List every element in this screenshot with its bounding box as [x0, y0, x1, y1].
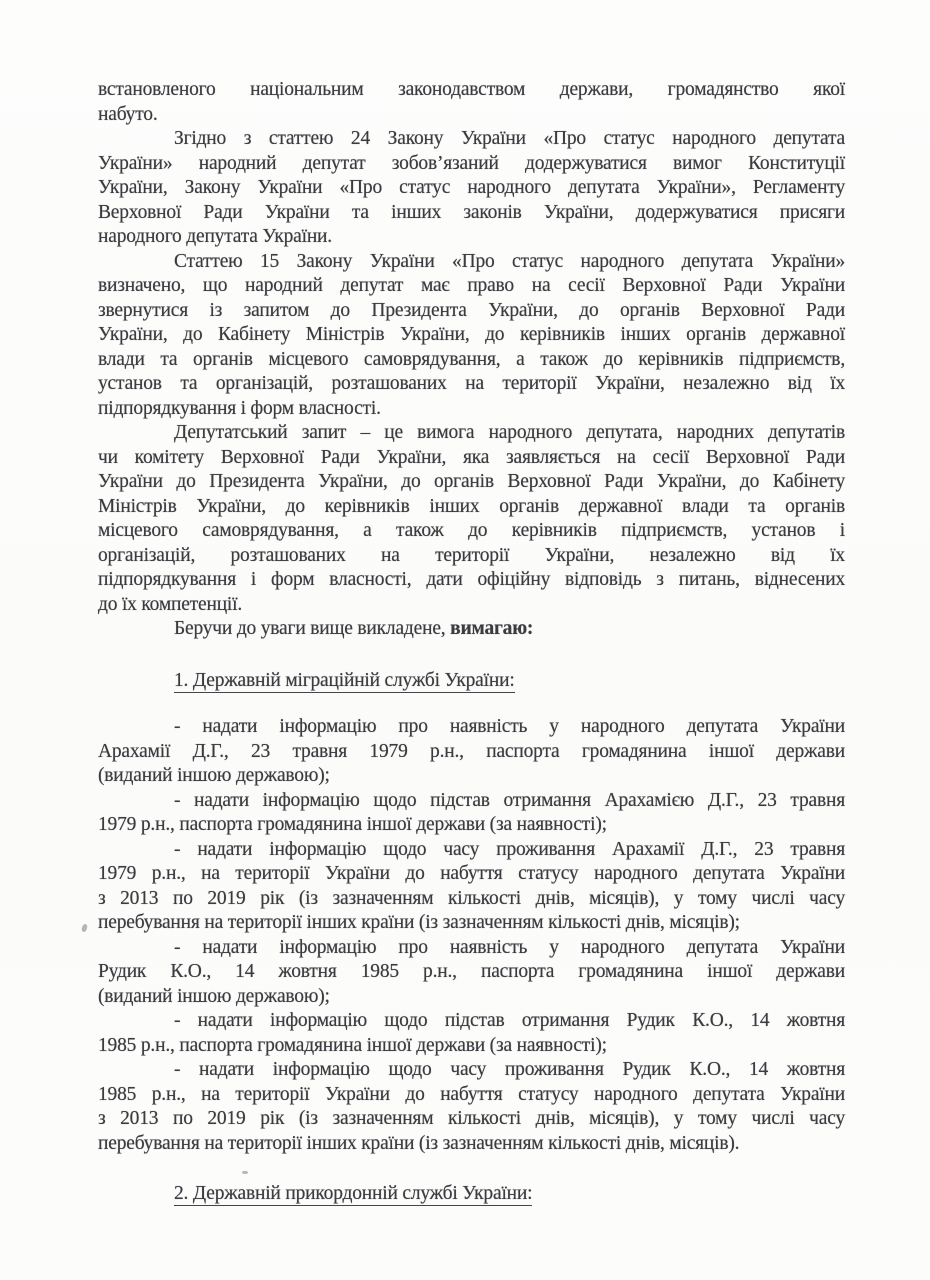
text-line: [98, 250, 845, 275]
text-line: [98, 911, 845, 936]
text-line: [98, 1034, 845, 1059]
text-run: Рудик К.О., 14 жовтня 1985 р.н., паспорта громадянина іншої держави: [98, 961, 845, 982]
text-line: [98, 299, 845, 324]
speck-left-margin: [81, 923, 88, 932]
text-line: [98, 201, 845, 226]
text-line: [98, 446, 845, 471]
text-run: Статтею 15 Закону України «Про статус народного депутата України»: [174, 250, 845, 272]
text-line: [98, 274, 845, 299]
para-law-article-15: [98, 250, 845, 422]
heading-border-service: [98, 1182, 845, 1207]
text-line: [98, 421, 845, 446]
text-line: [98, 1132, 845, 1157]
text-run: визначено, що народний депутат має право на сесії Верховної Ради України: [98, 275, 845, 296]
bullet-arakhamia-passport: [98, 715, 845, 789]
text-line: [98, 593, 845, 618]
text-run: - надати інформацію щодо підстав отримання Арахамією Д.Г., 23 травня: [174, 789, 845, 811]
para-deputy-request-definition: [98, 421, 845, 617]
text-line: [98, 1058, 845, 1083]
text-line: [98, 1009, 845, 1034]
text-line: [98, 372, 845, 397]
text-line: [98, 1083, 845, 1108]
text-run: підпорядкування і форм власності, дати офіційну відповідь з питань, віднесених: [98, 569, 845, 590]
text-run: Згідно з статтею 24 Закону України «Про статус народного депутата: [174, 128, 845, 149]
text-line: [98, 103, 845, 128]
para-law-article-24: [98, 127, 845, 250]
text-run: місцевого самоврядування, а також до керівників підприємств, установ і: [98, 520, 845, 541]
text-run: організацій, розташованих на території України, незалежно від їх: [98, 544, 845, 566]
text-run: України, до Кабінету Міністрів України, до керівників інших органів державної: [98, 324, 845, 345]
text-line: [98, 78, 845, 103]
text-run: Беручи до уваги вище викладене,: [174, 618, 451, 639]
text-line: [98, 152, 845, 177]
text-run: України до Президента України, до органів Верховної Ради України, до Кабінету: [98, 471, 845, 492]
text-line: [98, 1107, 845, 1132]
text-run: влади та органів місцевого самоврядування, а також до керівників підприємств,: [98, 348, 845, 370]
text-run: перебування на території інших країни (із зазначенням кількості днів, місяців);: [98, 912, 740, 933]
text-run: з 2013 по 2019 рік (із зазначенням кількості днів, місяців), у тому числі часу: [98, 1108, 845, 1129]
text-line: [98, 960, 845, 985]
text-run: установ та організацій, розташованих на території України, незалежно від їх: [98, 373, 845, 394]
text-run: 1979 р.н., на території України до набуття статусу народного депутата України: [98, 863, 845, 884]
text-run: Верховної Ради України та інших законів України, додержуватися присяги: [98, 201, 845, 223]
text-line: [98, 936, 845, 961]
text-line: [98, 985, 845, 1010]
text-run: 1985 р.н., паспорта громадянина іншої держави (за наявності);: [98, 1034, 607, 1056]
text-run: підпорядкування і форм власності.: [98, 397, 381, 419]
text-run: (виданий іншою державою);: [98, 985, 330, 1007]
text-run: 1979 р.н., паспорта громадянина іншої держави (за наявності);: [98, 814, 607, 835]
text-run: звернутися із запитом до Президента України, до органів Верховної Ради: [98, 299, 845, 321]
heading-migration-service-text: 1. Державній міграційній службі України:: [174, 669, 515, 691]
text-line: [98, 176, 845, 201]
text-line: [98, 764, 845, 789]
text-line: [98, 813, 845, 838]
text-line: [98, 617, 845, 642]
heading-migration-service: [98, 669, 845, 694]
text-run: з 2013 по 2019 рік (із зазначенням кількості днів, місяців), у тому числі часу: [98, 887, 845, 909]
text-block: [98, 78, 845, 1207]
text-run: - надати інформацію про наявність у народного депутата України: [174, 716, 845, 737]
text-run: (виданий іншою державою);: [98, 765, 330, 786]
para-demand-statement: [98, 617, 845, 642]
text-run: України» народний депутат зобов’язаний додержуватися вимог Конституції: [98, 152, 845, 174]
text-run: перебування на території інших країни (із зазначенням кількості днів, місяців).: [98, 1132, 740, 1154]
text-line: [98, 127, 845, 152]
text-line: [98, 519, 845, 544]
speck-above-heading-2: [242, 1171, 248, 1174]
text-run: набуто.: [98, 103, 158, 125]
text-line: [98, 225, 845, 250]
bullet-arakhamia-residence: [98, 838, 845, 936]
bullet-rudyk-residence: [98, 1058, 845, 1156]
text-line: [98, 740, 845, 765]
text-line: [98, 323, 845, 348]
text-line: [98, 544, 845, 569]
text-line: [98, 838, 845, 863]
bullet-arakhamia-grounds: [98, 789, 845, 838]
heading-border-service-text: 2. Державній прикордонній службі України:: [174, 1183, 533, 1204]
text-run: - надати інформацію щодо часу проживання Арахамії Д.Г., 23 травня: [174, 838, 845, 860]
bullet-rudyk-grounds: [98, 1009, 845, 1058]
text-run: - надати інформацію щодо часу проживання Рудик К.О., 14 жовтня: [174, 1059, 845, 1080]
text-run: Міністрів України, до керівників інших органів державної влади та органів: [98, 495, 845, 517]
text-line: [98, 715, 845, 740]
bold-text-run: вимагаю:: [450, 618, 534, 639]
text-run: до їх компетенції.: [98, 593, 243, 615]
text-run: народного депутата України.: [98, 226, 332, 247]
text-line: [98, 348, 845, 373]
text-run: чи комітету Верховної Ради України, яка заявляється на сесії Верховної Ради: [98, 446, 845, 468]
text-run: - надати інформацію про наявність у народного депутата України: [174, 936, 845, 958]
text-run: встановленого національним законодавством держави, громадянство якої: [98, 79, 845, 100]
para-citizenship-continuation: [98, 78, 845, 127]
text-line: [98, 862, 845, 887]
text-run: Арахамії Д.Г., 23 травня 1979 р.н., паспорта громадянина іншої держави: [98, 740, 845, 762]
text-run: Депутатський запит – це вимога народного депутата, народних депутатів: [174, 422, 845, 443]
text-line: [98, 470, 845, 495]
text-run: 1985 р.н., на території України до набуття статусу народного депутата України: [98, 1083, 845, 1105]
bullet-rudyk-passport: [98, 936, 845, 1010]
text-line: [98, 887, 845, 912]
text-line: [98, 789, 845, 814]
text-run: України, Закону України «Про статус народного депутата України», Регламенту: [98, 177, 845, 198]
text-run: - надати інформацію щодо підстав отримання Рудик К.О., 14 жовтня: [174, 1010, 845, 1031]
text-line: [98, 495, 845, 520]
text-line: [98, 397, 845, 422]
text-line: [98, 568, 845, 593]
